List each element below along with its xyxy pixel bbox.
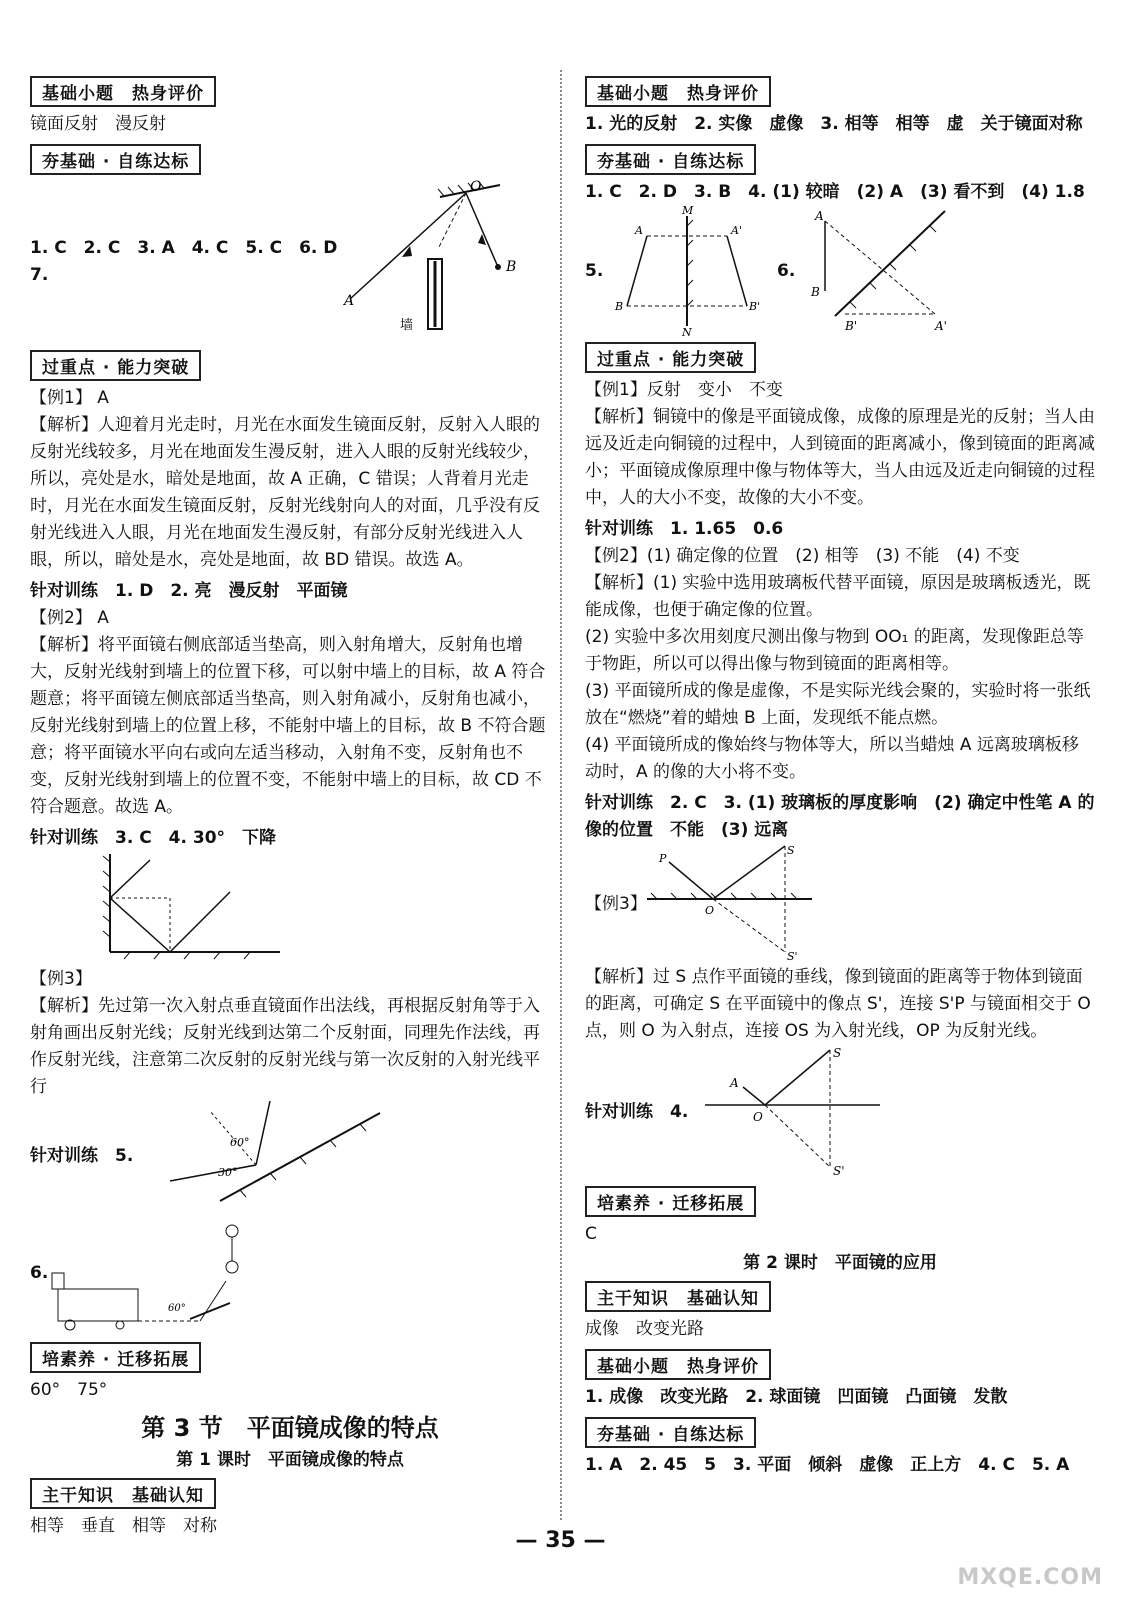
figure-row-6	[30, 1211, 550, 1336]
lesson-title: 第 2 课时 平面镜的应用	[743, 1253, 937, 1273]
right-column	[585, 70, 1095, 1479]
label-b: B	[506, 259, 517, 275]
example-answer: 【例2】 A	[30, 608, 109, 628]
label-60: 60°	[230, 1136, 250, 1149]
analysis-text: 【解析】过 S 点作平面镜的垂线，像到镜面的距离等于物体到镜面的距离，可确定 S 在平面镜中的像点 S'，连接 S'P 与镜面相交于 O 点，则 O 为入射点，连接 OS 为入射光线，OP 为反射光线。	[585, 967, 1091, 1041]
analysis-text: (2) 实验中多次用刻度尺测出像与物到 OO₁ 的距离，发现像距总等于物距，所以可以得出像与物到镜面的距离相等。	[585, 627, 1084, 674]
answer-line: 1. 光的反射 2. 实像 虚像 3. 相等 相等 虚 关于镜面对称	[585, 114, 1083, 134]
section-title: 第 3 节 平面镜成像的特点	[141, 1414, 439, 1442]
example-answer: 【例1】反射 变小 不变	[585, 380, 783, 400]
section-tag: 主干知识 基础认知	[585, 1281, 771, 1312]
training-line: 针对训练 4.	[585, 1102, 689, 1122]
watermark: MXQE.COM	[957, 1565, 1103, 1590]
label-s: S	[787, 844, 795, 857]
answer-row-with-figure	[30, 179, 550, 344]
answer-line: 镜面反射 漫反射	[30, 114, 166, 134]
label-a: A	[344, 293, 355, 309]
example3-row	[585, 844, 1095, 964]
answer-line: 成像 改变光路	[585, 1319, 704, 1339]
answer-line: 1. 成像 改变光路 2. 球面镜 凹面镜 凸面镜 发散	[585, 1387, 1008, 1407]
label-m: M	[682, 206, 694, 217]
reflection-diagram-5	[160, 1101, 390, 1211]
section-tag: 夯基础 · 自练达标	[30, 144, 201, 175]
training-line: 针对训练 2. C 3. (1) 玻璃板的厚度影响 (2) 确定中性笔 A 的像的位置 不能 (3) 远离	[585, 793, 1095, 840]
section-tag: 基础小题 热身评价	[585, 76, 771, 107]
label-a-prime: A'	[935, 319, 947, 333]
double-mirror-diagram	[90, 852, 290, 962]
label-30: 30°	[218, 1166, 238, 1179]
training-line: 针对训练 1. 1.65 0.6	[585, 519, 784, 539]
section-tag: 过重点 · 能力突破	[30, 350, 201, 381]
label-b: B	[615, 300, 624, 313]
label-s-prime: S'	[833, 1164, 845, 1178]
label-b: B	[811, 285, 820, 299]
example-label: 【例3】	[585, 893, 647, 914]
answer-line: C	[585, 1224, 597, 1244]
example-answer: 【例1】 A	[30, 388, 109, 408]
label-o: O	[705, 904, 715, 917]
answer-line: 60° 75°	[30, 1380, 108, 1400]
training-line: 针对训练 3. C 4. 30° 下降	[30, 828, 277, 848]
plane-mirror-diagram-4	[705, 1045, 885, 1180]
analysis-text: 【解析】先过第一次入射点垂直镜面作出法线，再根据反射角等于入射角画出反射光线；反射光线到达第二个反射面，同理先作法线，再作反射光线，注意第二次反射的反射光线与第一次反射的入射光线平行	[30, 996, 540, 1097]
section-tag: 培素养 · 迁移拓展	[585, 1186, 756, 1217]
question-number: 6.	[30, 1263, 49, 1283]
example-answer: 【例2】(1) 确定像的位置 (2) 相等 (3) 不能 (4) 不变	[585, 546, 1020, 566]
analysis-text: (4) 平面镜所成的像始终与物体等大，所以当蜡烛 A 远离玻璃板移动时，A 的像的大小将不变。	[585, 735, 1079, 782]
analysis-text: 【解析】铜镜中的像是平面镜成像，成像的原理是光的反射；当人由远及近走向铜镜的过程中，人到镜面的距离减小，像到镜面的距离减小；平面镜成像原理中像与物体等大，当人由远及近走向铜镜的过程中，人的大小不变，故像的大小不变。	[585, 407, 1095, 508]
training-line: 针对训练 5.	[30, 1145, 134, 1166]
mirror-application-diagram	[50, 1211, 250, 1336]
analysis-text: (3) 平面镜所成的像是虚像，不是实际光线会聚的，实验时将一张纸放在“燃烧”着的蜡烛 B 上面，发现纸不能点燃。	[585, 681, 1091, 728]
label-o: O	[753, 1110, 763, 1124]
label-b-prime: B'	[749, 300, 761, 313]
lesson-title: 第 1 课时 平面镜成像的特点	[176, 1450, 404, 1470]
label-s: S	[833, 1046, 842, 1060]
section-tag: 培素养 · 迁移拓展	[30, 1342, 201, 1373]
figures-row-5-6	[585, 206, 1095, 336]
label-a-prime: A'	[731, 224, 742, 237]
label-a: A	[635, 224, 643, 237]
analysis-text: 【解析】(1) 实验中选用玻璃板代替平面镜，原因是玻璃板透光，既能成像，也便于确定像的位置。	[585, 573, 1091, 620]
answer-line: 1. C 2. C 3. A 4. C 5. C 6. D 7.	[30, 237, 355, 285]
analysis-text: 【解析】将平面镜右侧底部适当垫高，则入射角增大，反射角也增大，反射光线射到墙上的位置下移，可以射中墙上的目标，故 A 符合题意；将平面镜左侧底部适当垫高，则入射角减小，反射角也减小，反射光线射到墙上的位置上移，不能射中墙上的目标，故 B 不符合题意；将平面镜水平向右或向左适当移动，入射角不变，反射角也不变，反射光线射到墙上的位置不变，不能射中墙上的目标，故 CD 不符合题意。故选 A。	[30, 635, 546, 817]
label-p: P	[659, 852, 667, 865]
label-b-prime: B'	[845, 319, 858, 333]
training-row-4	[585, 1045, 1095, 1180]
training-row-5	[30, 1101, 550, 1211]
label-s-prime: S'	[787, 950, 798, 963]
example-label: 【例3】	[30, 969, 92, 989]
question-number: 5.	[585, 260, 604, 281]
label-wall: 墙	[400, 318, 414, 333]
answer-line: 1. A 2. 45 5 3. 平面 倾斜 虚像 正上方 4. C 5. A	[585, 1455, 1070, 1475]
section-tag: 基础小题 热身评价	[585, 1349, 771, 1380]
answer-line: 1. C 2. D 3. B 4. (1) 较暗 (2) A (3) 看不到 (4) 1.8	[585, 182, 1085, 202]
plane-mirror-diagram-ex3	[647, 844, 817, 964]
question-number: 6.	[777, 260, 796, 281]
label-60: 60°	[168, 1303, 186, 1314]
mirror-image-diagram-5	[607, 206, 767, 336]
label-a: A	[815, 209, 824, 223]
mirror-image-diagram-6	[805, 206, 955, 336]
analysis-text: 【解析】人迎着月光走时，月光在水面发生镜面反射，反射入人眼的反射光线较多，月光在地面发生漫反射，进入人眼的反射光线较少，所以，亮处是水，暗处是地面，故 A 正确，C 错误；人背着月光走时，月光在水面发生镜面反射，反射光线射向人的对面，几乎没有反射光线进入人眼，月光在地面发生漫反射，有部分反射光线进入人眼，所以，暗处是水，亮处是地面，故 BD 错误。故选 A。	[30, 415, 540, 570]
section-tag: 夯基础 · 自练达标	[585, 144, 756, 175]
label-a: A	[730, 1076, 739, 1090]
page-number: — 35 —	[515, 1528, 606, 1553]
section-tag: 主干知识 基础认知	[30, 1478, 216, 1509]
left-column	[30, 70, 550, 1540]
answer-line: 相等 垂直 相等 对称	[30, 1516, 217, 1536]
label-n: N	[682, 326, 692, 336]
section-tag: 夯基础 · 自练达标	[585, 1417, 756, 1448]
column-divider	[560, 70, 562, 1520]
training-line: 针对训练 1. D 2. 亮 漫反射 平面镜	[30, 581, 348, 601]
section-tag: 过重点 · 能力突破	[585, 342, 756, 373]
label-o: O	[470, 179, 482, 195]
section-tag: 基础小题 热身评价	[30, 76, 216, 107]
reflection-diagram-7	[340, 179, 530, 344]
